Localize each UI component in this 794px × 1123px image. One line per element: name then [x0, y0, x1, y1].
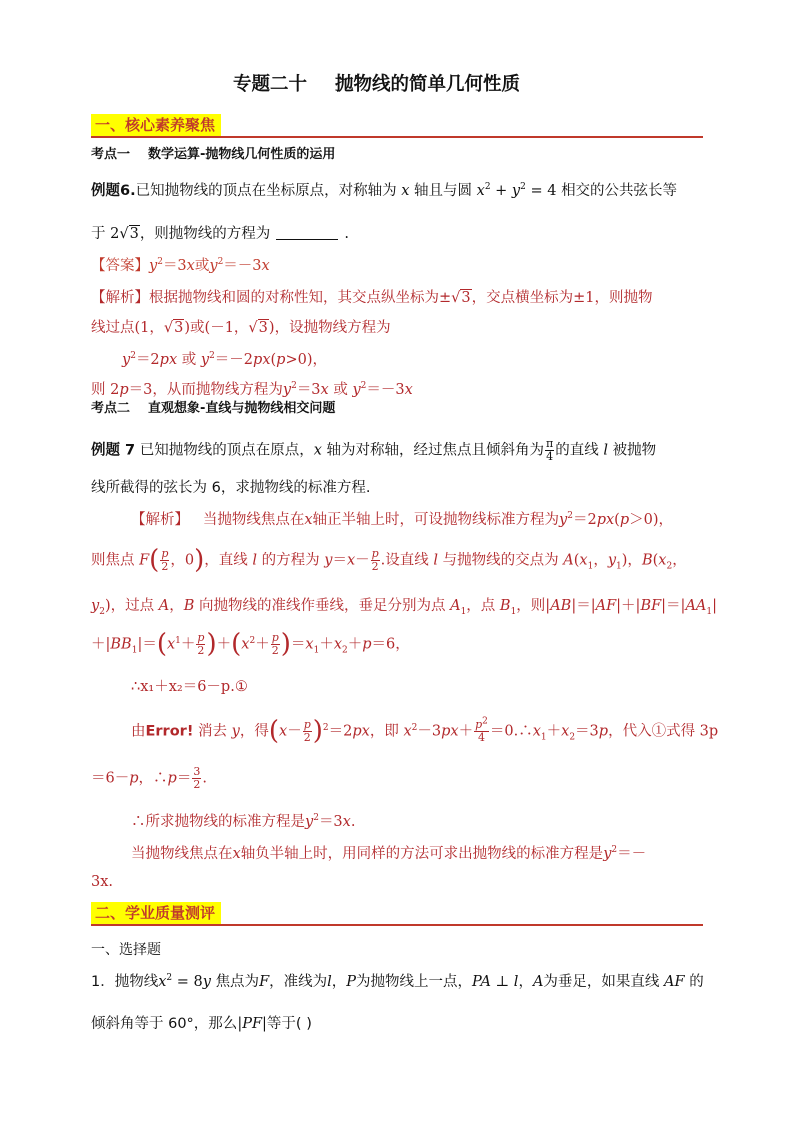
jiexi-7-line-1: 【解析】 当抛物线焦点在x轴正半轴上时，可设抛物线标准方程为$y^2=2px(p>0)$，: [131, 511, 674, 528]
jiexi-7-line-2: 则焦点 F( $\frac{p}{2}$ ，0)，直线 l 的方程为 y＝x－ $\frac{p}{2}$ .设直线 l 与抛物线的交点为 $A(x_1$，$y_1$)，$B(x_2$，: [91, 545, 687, 576]
jiexi-7-line-6: 由Error! 消去 y，得(x－ $\frac{p}{2}$ )$^2$＝2px，即 $x^2-3px+$ $\frac{p^2}{4}$ $=0.\therefore x_1+x_2=3p$，代入①式得 3p: [131, 716, 719, 747]
jiexi-6-line-1: 【解析】根据抛物线和圆的对称性知，其交点纵坐标为±√3，交点横坐标为±1，则抛物: [91, 290, 653, 306]
section-divider-2: [91, 924, 703, 926]
example-6-line-2: 于 2√3，则抛物线的方程为 .: [91, 226, 349, 242]
jiexi-6-line-3: $y^2=2px$ 或 $y^2=-2px(p>0)$，: [122, 351, 328, 368]
question-1-line-1: 1．抛物线$x^2 = 8y$ 焦点为F，准线为l，P为抛物线上一点，PA ⊥ l，A为垂足，如果直线 AF 的: [91, 973, 704, 990]
page-title: [233, 74, 520, 96]
section-heading-2: 二、学业质量测评: [91, 902, 221, 924]
example-6-line-1: 例题6.已知抛物线的顶点在坐标原点，对称轴为 x 轴且与圆 $x^2 + y^2 = 4$ 相交的公共弦长等: [91, 182, 678, 199]
example-7-line-2: 线所截得的弦长为 6，求抛物线的标准方程.: [91, 480, 371, 496]
jiexi-7-line-8: ∴所求抛物线的标准方程是$y^2=3x$.: [131, 813, 356, 830]
question-1-line-2: 倾斜角等于 60°，那么|PF|等于( ): [91, 1016, 312, 1032]
example-7-line-1: 例题 7 已知抛物线的顶点在原点，x 轴为对称轴，经过焦点且倾斜角为 $\frac{\pi}{4}$ 的直线 l 被抛物: [91, 437, 657, 464]
jiexi-7-line-7: ＝6－p，∴p＝ $\frac{3}{2}$ .: [91, 765, 207, 792]
title-left: 专题二十: [233, 74, 308, 95]
jiexi-6-line-2: 线过点(1，√3)或(－1，√3)，设抛物线方程为: [91, 320, 391, 336]
answer-6: 【答案】$y^2=3x$或$y^2=-3x$: [91, 257, 270, 274]
jiexi-7-line-4: $+|BB_1|=(x^1+$ $\frac{p}{2}$ )$+(x^2+$ $\frac{p}{2}$ )$=x_1+x_2+p=6$，: [91, 629, 410, 660]
jiexi-7-line-3: $y_2$)，过点 A，B 向抛物线的准线作垂线，垂足分别为点 $A_1$，点 $B_1$，则$|AB|=|AF|+|BF|=|AA_1|$: [91, 598, 718, 617]
kaodian-1: 考点一 数学运算-抛物线几何性质的运用: [91, 147, 336, 162]
jiexi-6-line-4: 则 2p＝3，从而抛物线方程为$y^2=3x$ 或 $y^2=-3x$: [91, 381, 413, 398]
jiexi-7-line-10: 3x.: [91, 874, 114, 890]
title-right: 抛物线的简单几何性质: [335, 74, 521, 95]
error-marker: Error!: [145, 723, 194, 740]
section-divider-1: [91, 136, 703, 138]
jiexi-7-line-9: 当抛物线焦点在x轴负半轴上时，用同样的方法可求出抛物线的标准方程是$y^2=-$: [131, 845, 647, 862]
choice-heading: 一、选择题: [91, 942, 161, 958]
jiexi-7-line-5: ∴x₁＋x₂＝6－p.①: [131, 679, 248, 695]
section-heading-1: 一、核心素养聚焦: [91, 114, 221, 136]
kaodian-2: 考点二 直观想象-直线与抛物线相交问题: [91, 401, 336, 416]
answer-blank: [276, 226, 338, 240]
